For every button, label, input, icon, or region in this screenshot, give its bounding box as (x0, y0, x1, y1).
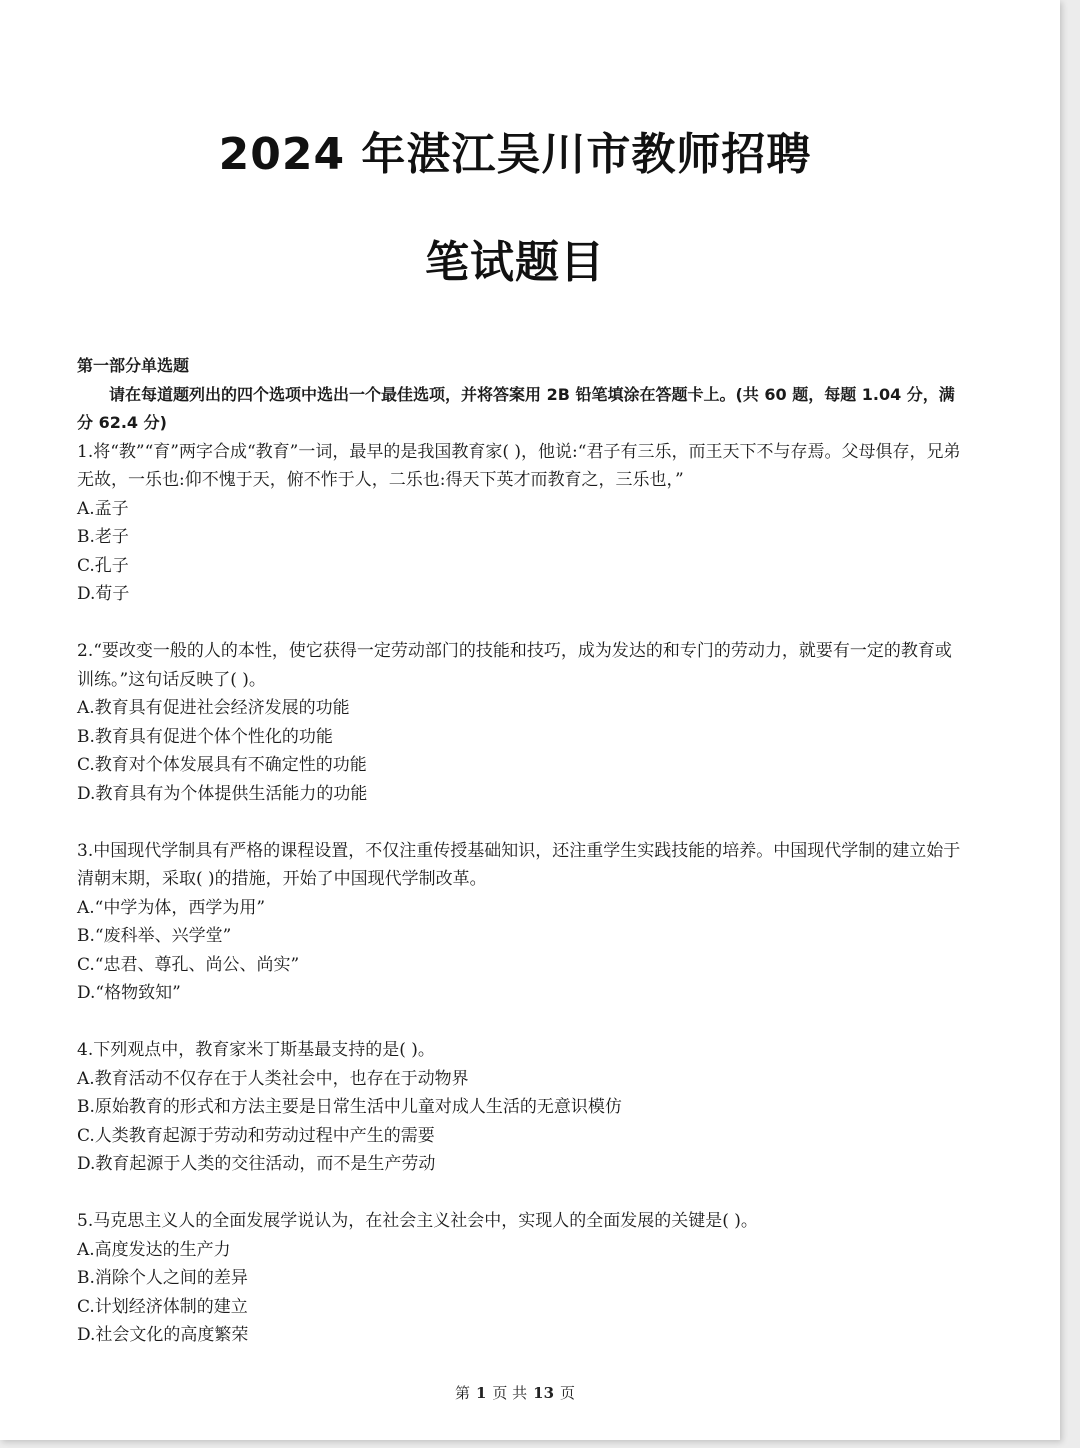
question-stem: 4.下列观点中，教育家米丁斯基最支持的是( )。 (77, 1040, 435, 1060)
question-stem: 3.中国现代学制具有严格的课程设置，不仅注重传授基础知识，还注重学生实践技能的培养。中国现代学制的建立始于清朝末期，采取( )的措施，开始了中国现代学制改革。 (77, 840, 961, 889)
page-subtitle: 笔试题目 (425, 237, 605, 288)
current-page-number: 1 (475, 1384, 487, 1402)
option-b: B.老子 (77, 527, 129, 547)
option-c: C.“忠君、尊孔、尚公、尚实” (77, 954, 300, 975)
option-d: D.荀子 (77, 584, 130, 604)
option-b: B.教育具有促进个体个性化的功能 (77, 726, 333, 747)
option-c: C.教育对个体发展具有不确定性的功能 (77, 755, 367, 775)
option-d: D.教育具有为个体提供生活能力的功能 (77, 783, 368, 804)
option-c: C.孔子 (77, 555, 129, 576)
option-d: D.“格物致知” (77, 983, 181, 1003)
option-d: D.教育起源于人类的交往活动，而不是生产劳动 (77, 1154, 436, 1174)
question-3 (77, 837, 967, 1008)
option-a: A.教育活动不仅存在于人类社会中，也存在于动物界 (77, 1068, 469, 1089)
footer-prefix: 第 (454, 1384, 470, 1402)
page-title: 2024 年湛江吴川市教师招聘 (218, 129, 812, 180)
footer-middle: 页 共 (492, 1384, 528, 1402)
option-c: C.人类教育起源于劳动和劳动过程中产生的需要 (77, 1125, 435, 1146)
question-stem: 2.“要改变一般的人的本性，使它获得一定劳动部门的技能和技巧，成为发达的和专门的劳动力，就要有一定的教育或训练。”这句话反映了( )。 (77, 641, 952, 690)
option-a: A.高度发达的生产力 (77, 1239, 231, 1260)
exam-content (77, 352, 967, 1378)
total-page-count: 13 (533, 1384, 555, 1402)
question-stem: 1.将“教”“育”两字合成“教育”一词，最早的是我国教育家( )，他说:“君子有三乐，而王天下不与存焉。父母俱存，兄弟无故，一乐也:仰不愧于天，俯不怍于人，二乐也:得天下英才而教育之，三乐也，” (77, 441, 961, 490)
question-5 (77, 1207, 967, 1350)
option-a: A.“中学为体，西学为用” (77, 897, 266, 918)
question-1 (77, 438, 967, 609)
option-b: B.“废科举、兴学堂” (77, 926, 232, 946)
section-instructions: 请在每道题列出的四个选项中选出一个最佳选项，并将答案用 2B 铅笔填涂在答题卡上。(共 60 题，每题 1.04 分，满分 62.4 分) (77, 384, 955, 432)
page-footer (0, 1382, 1030, 1403)
option-d: D.社会文化的高度繁荣 (77, 1325, 249, 1345)
question-2 (77, 637, 967, 808)
option-b: B.消除个人之间的差异 (77, 1268, 248, 1288)
option-c: C.计划经济体制的建立 (77, 1296, 248, 1317)
option-a: A.孟子 (77, 498, 129, 519)
option-a: A.教育具有促进社会经济发展的功能 (77, 698, 350, 718)
footer-suffix: 页 (560, 1384, 576, 1402)
question-stem: 5.马克思主义人的全面发展学说认为，在社会主义社会中，实现人的全面发展的关键是( )。 (77, 1211, 758, 1231)
option-b: B.原始教育的形式和方法主要是日常生活中儿童对成人生活的无意识模仿 (77, 1097, 622, 1117)
question-4 (77, 1036, 967, 1179)
section-title: 第一部分单选题 (77, 356, 190, 375)
